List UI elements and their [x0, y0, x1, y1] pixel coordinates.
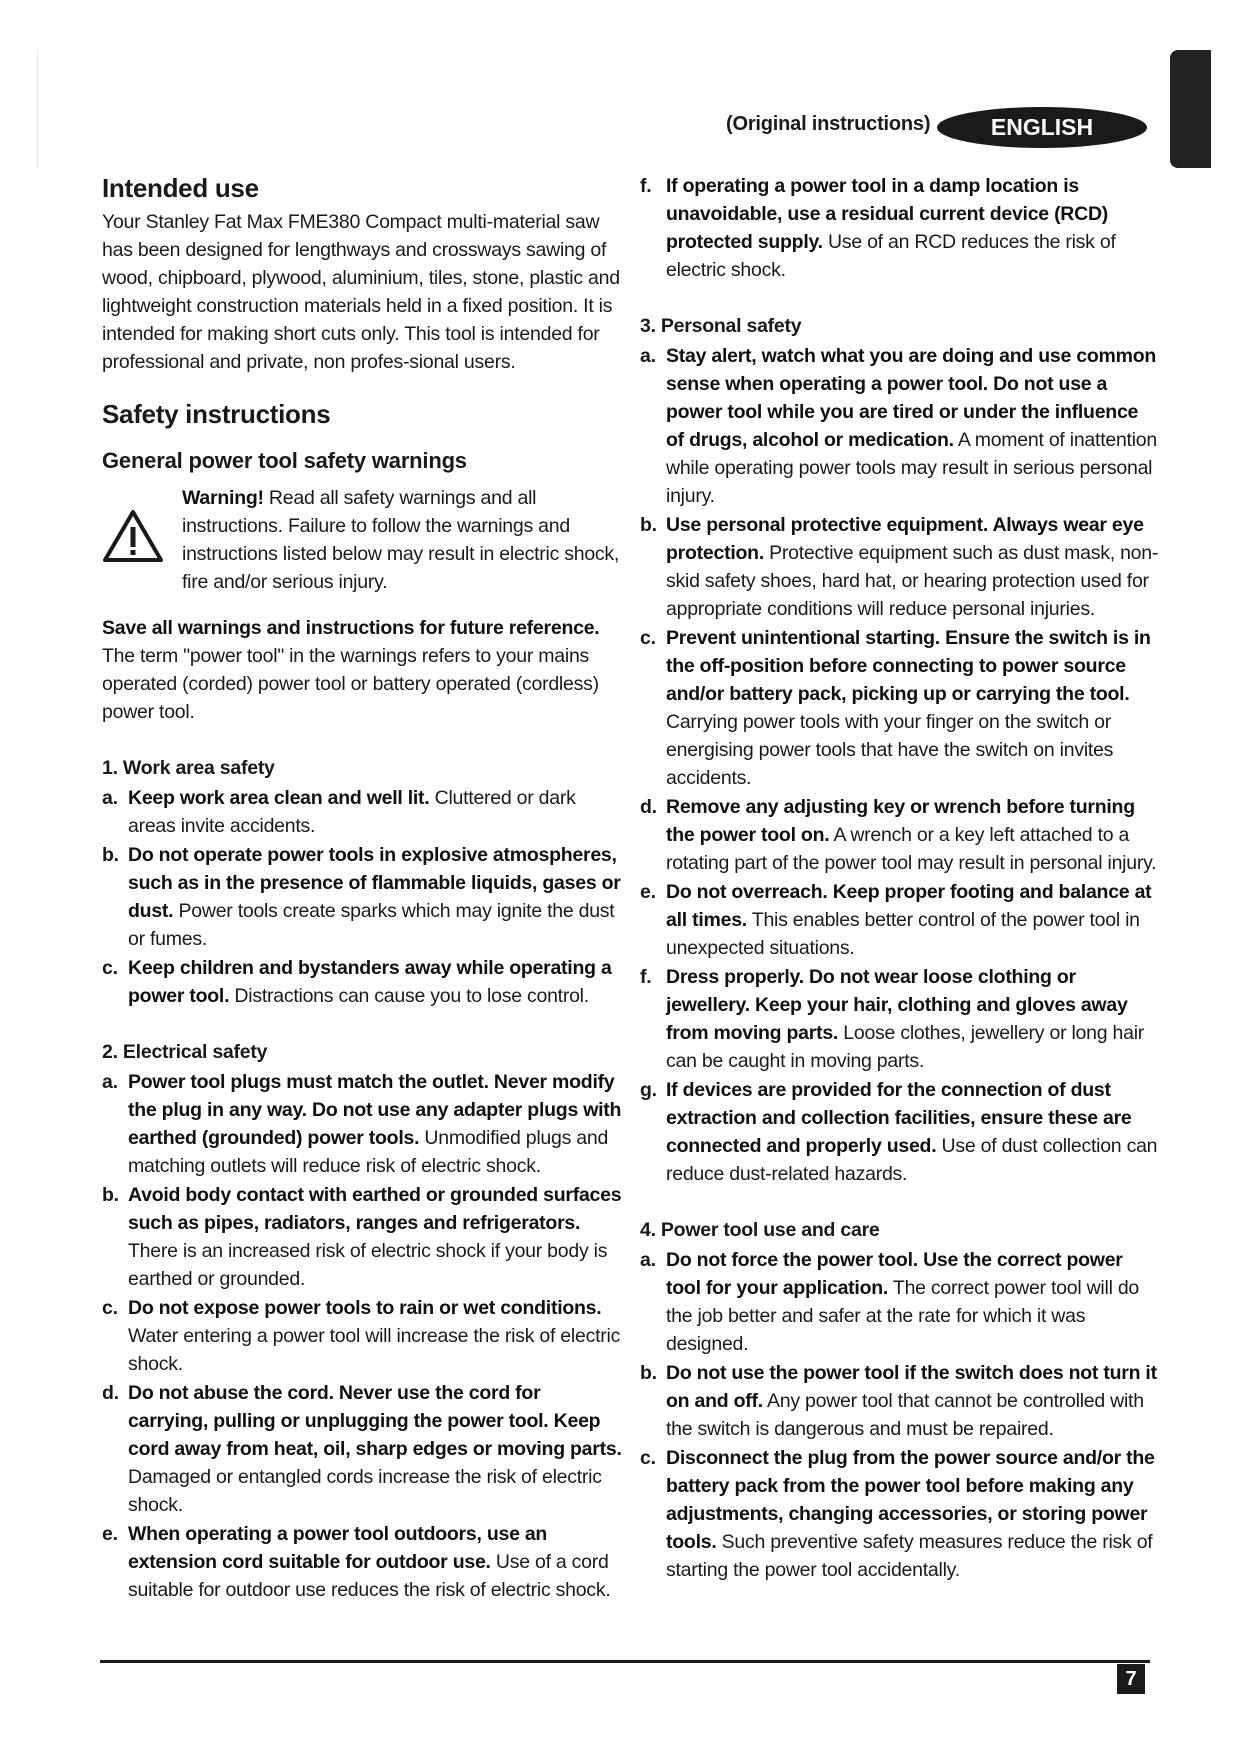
list-item: e. Do not overreach. Keep proper footing and balance at all times. This enables better control of the power tool in unexpected situations. — [640, 881, 1152, 959]
list-item: b. Use personal protective equipment. Always wear eye protection. Protective equipment such as dust mask, non-skid safety shoes, hard hat, or hearing protection used for appropriate conditions will reduce personal injuries. — [640, 514, 1159, 620]
save-bold: Save all warnings and instructions for future reference. — [102, 617, 600, 639]
list-item: a. Do not force the power tool. Use the correct power tool for your application. The correct power tool will do the job better and safer at the rate for which it was designed. — [640, 1249, 1140, 1355]
warning-label: Warning! — [182, 487, 264, 509]
section-title: 2. Electrical safety — [102, 1041, 268, 1063]
section-title: 1. Work area safety — [102, 757, 275, 779]
footer-rule — [100, 1660, 1150, 1663]
section-electrical-safety — [102, 1038, 622, 1604]
list-item: c. Prevent unintentional starting. Ensure the switch is in the off-position before connecting to power source and/or battery pack, picking up or carrying the tool. Carrying power tools with your finger on the switch or energising power tools that have the switch on invites accidents. — [640, 627, 1151, 789]
list-item: g. If devices are provided for the connection of dust extraction and collection facilities, ensure these are connected and properly used. Use of dust collection can reduce dust-related hazards. — [640, 1079, 1158, 1185]
intended-use-heading: Intended use — [102, 173, 259, 203]
language-badge: ENGLISH — [937, 107, 1147, 148]
list-item: a. Keep work area clean and well lit. Cluttered or dark areas invite accidents. — [102, 787, 576, 837]
list-item: f. Dress properly. Do not wear loose clothing or jewellery. Keep your hair, clothing and gloves away from moving parts. Loose clothes, jewellery or long hair can be caught in moving parts. — [640, 966, 1145, 1072]
list-item: b. Do not use the power tool if the switch does not turn it on and off. Any power tool that cannot be controlled with the switch is dangerous and must be repaired. — [640, 1362, 1157, 1440]
list-item: a. Stay alert, watch what you are doing and use common sense when operating a power tool. Do not use a power tool while you are tired or under the influence of drugs, alcohol or medication. A moment of inattention while operating power tools may result in serious personal injury. — [640, 345, 1157, 507]
section-title: 4. Power tool use and care — [640, 1219, 880, 1241]
list-item: c. Do not expose power tools to rain or wet conditions. Water entering a power tool will increase the risk of electric shock. — [102, 1297, 621, 1375]
save-instructions — [102, 614, 622, 726]
list-item: d. Remove any adjusting key or wrench before turning the power tool on. A wrench or a key left attached to a rotating part of the power tool may result in personal injury. — [640, 796, 1157, 874]
list-item: d. Do not abuse the cord. Never use the cord for carrying, pulling or unplugging the power tool. Keep cord away from heat, oil, sharp edges or moving parts. Damaged or entangled cords increase the risk of electric shock. — [102, 1382, 622, 1516]
right-column — [640, 172, 1160, 1585]
section-title: 3. Personal safety — [640, 315, 802, 337]
save-text: The term "power tool" in the warnings refers to your mains operated (corded) power tool or battery operated (cordless) power tool. — [102, 645, 599, 723]
section-personal-safety — [640, 312, 1160, 1188]
list-item: c. Disconnect the plug from the power source and/or the battery pack from the power tool before making any adjustments, changing accessories, or storing power tools. Such preventive safety measures reduce the risk of starting the power tool accidentally. — [640, 1447, 1155, 1581]
warning-text: Read all safety warnings and all instructions. Failure to follow the warnings and instructions listed below may result in electric shock, fire and/or serious injury. — [182, 487, 620, 593]
list-item: b. Do not operate power tools in explosive atmospheres, such as in the presence of flammable liquids, gases or dust. Power tools create sparks which may ignite the dust or fumes. — [102, 844, 621, 950]
warning-triangle-icon — [102, 484, 182, 596]
section-tab — [1170, 50, 1211, 168]
warning-block — [102, 484, 622, 596]
section-power-tool-use — [640, 1216, 1160, 1584]
section-work-area-safety — [102, 754, 622, 1010]
original-instructions-label: (Original instructions) — [726, 113, 931, 135]
list-item: e. When operating a power tool outdoors, use an extension cord suitable for outdoor use. Use of a cord suitable for outdoor use reduces the risk of electric shock. — [102, 1523, 611, 1601]
general-warnings-heading: General power tool safety warnings — [102, 448, 467, 473]
list-item: b. Avoid body contact with earthed or grounded surfaces such as pipes, radiators, ranges and refrigerators. There is an increased risk of electric shock if your body is earthed or grounded. — [102, 1184, 622, 1290]
list-item: c. Keep children and bystanders away while operating a power tool. Distractions can cause you to lose control. — [102, 957, 612, 1007]
safety-instructions-heading: Safety instructions — [102, 399, 331, 429]
list-item: a. Power tool plugs must match the outlet. Never modify the plug in any way. Do not use any adapter plugs with earthed (grounded) power tools. Unmodified plugs and matching outlets will reduce risk of electric shock. — [102, 1071, 622, 1177]
crop-mark — [37, 50, 38, 168]
intended-use-text: Your Stanley Fat Max FME380 Compact multi-material saw has been designed for lengthways and crossways sawing of wood, chipboard, plywood, aluminium, tiles, stone, plastic and lightweight construction materials held in a fixed position. It is intended for making short cuts only. This tool is intended for professional and private, non profes-sional users. — [102, 211, 620, 373]
left-column — [102, 172, 622, 1605]
page-number: 7 — [1117, 1664, 1145, 1694]
list-item: f. If operating a power tool in a damp location is unavoidable, use a residual current device (RCD) protected supply. Use of an RCD reduces the risk of electric shock. — [640, 175, 1116, 281]
